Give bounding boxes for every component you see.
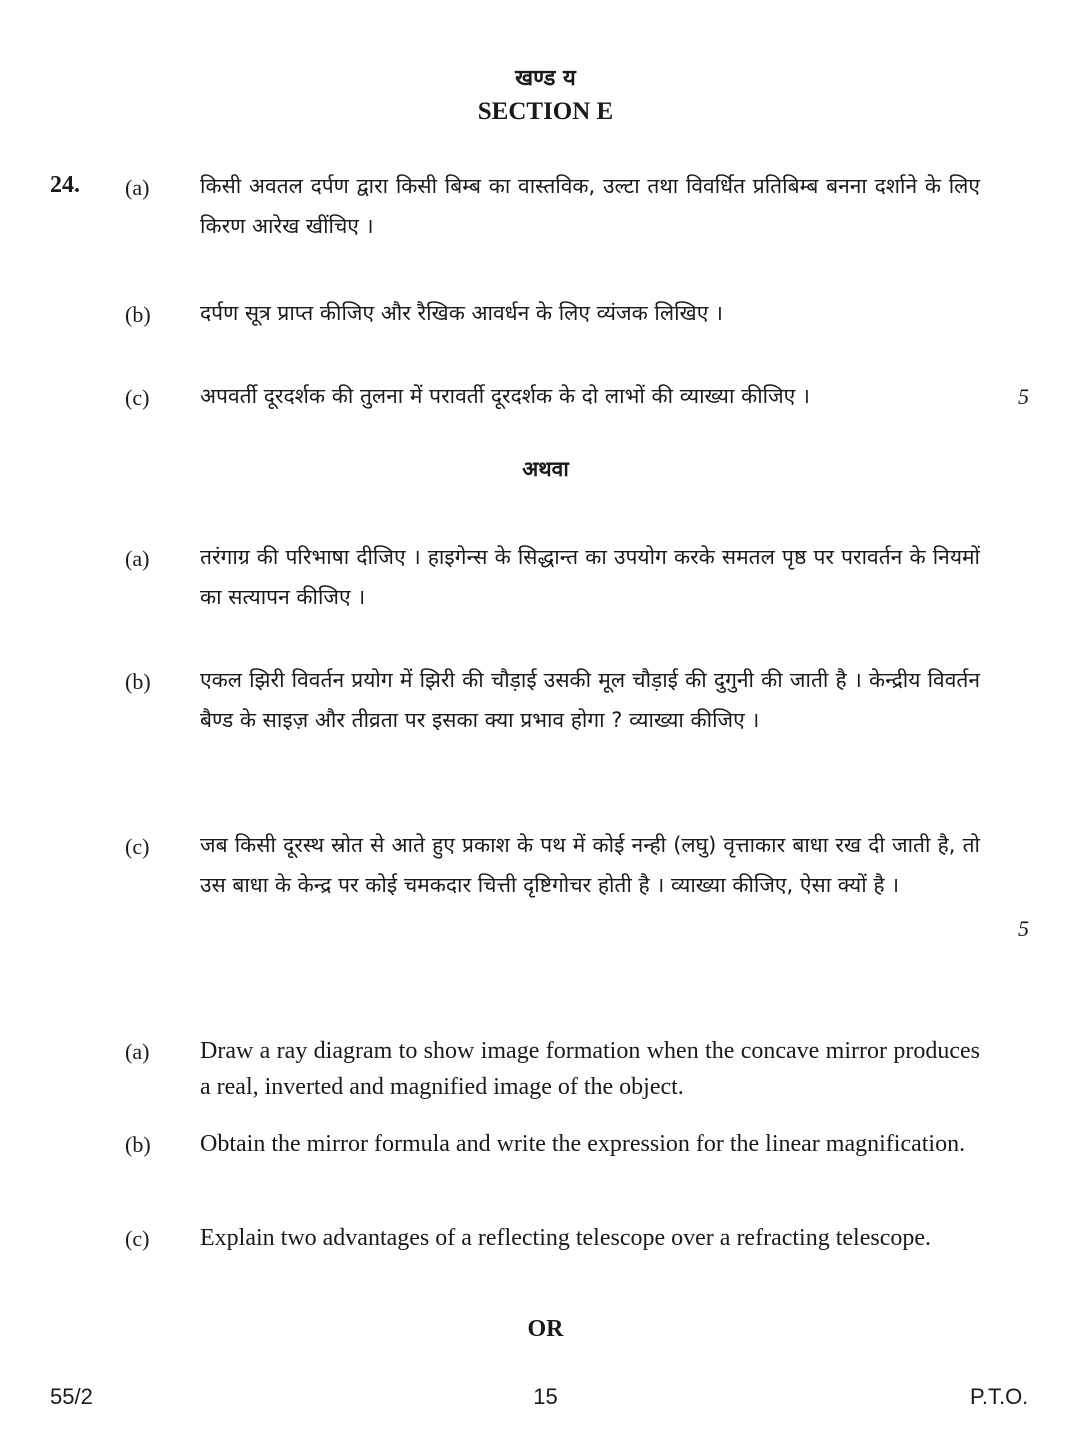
footer-pto: P.T.O. <box>970 1384 1029 1409</box>
hindi-alt-c-label: (c) <box>125 834 150 859</box>
hindi-main-b-label: (b) <box>125 302 151 327</box>
hindi-alt-marks: 5 <box>1018 916 1029 941</box>
hindi-main-c-label: (c) <box>125 385 150 410</box>
english-main-c-label: (c) <box>125 1226 150 1251</box>
hindi-alt-a-label: (a) <box>125 546 150 571</box>
question-number: 24. <box>50 172 80 198</box>
hindi-main-marks: 5 <box>1018 384 1029 409</box>
english-main-a-label: (a) <box>125 1039 150 1064</box>
english-main-a-text: Draw a ray diagram to show image formation when the concave mirror produces a real, inverted and magnified image of the object. <box>200 1038 980 1100</box>
or-hindi: अथवा <box>522 457 569 481</box>
footer-paper-code: 55/2 <box>50 1384 93 1409</box>
hindi-main-a-text: किसी अवतल दर्पण द्वारा किसी बिम्ब का वास्तविक, उल्टा तथा विवर्धित प्रतिबिम्ब बनना दर्शाने के लिए किरण आरेख खींचिए । <box>200 174 980 238</box>
hindi-main-b-text: दर्पण सूत्र प्राप्त कीजिए और रैखिक आवर्धन के लिए व्यंजक लिखिए । <box>200 301 723 325</box>
hindi-main-a-label: (a) <box>125 175 150 200</box>
hindi-alt-b-label: (b) <box>125 669 151 694</box>
hindi-alt-c-text: जब किसी दूरस्थ स्रोत से आते हुए प्रकाश के पथ में कोई नन्ही (लघु) वृत्ताकार बाधा रख दी जाती है, तो उस बाधा के केन्द्र पर कोई चमकदार चित्ती दृष्टिगोचर होती है । व्याख्या कीजिए, ऐसा क्यों है । <box>200 833 980 897</box>
english-main-b-text: Obtain the mirror formula and write the expression for the linear magnification. <box>200 1131 966 1157</box>
or-english: OR <box>527 1316 564 1342</box>
hindi-alt-b-text: एकल झिरी विवर्तन प्रयोग में झिरी की चौड़ाई उसकी मूल चौड़ाई की दुगुनी की जाती है । केन्द्रीय विवर्तन बैण्ड के साइज़ और तीव्रता पर इसका क्या प्रभाव होगा ? व्याख्या कीजिए । <box>200 668 980 732</box>
section-title-english: SECTION E <box>477 98 614 125</box>
hindi-main-c-text: अपवर्ती दूरदर्शक की तुलना में परावर्ती दूरदर्शक के दो लाभों की व्याख्या कीजिए । <box>200 384 810 408</box>
footer-page-number: 15 <box>533 1384 558 1409</box>
english-main-b-label: (b) <box>125 1132 151 1157</box>
hindi-alt-a-text: तरंगाग्र की परिभाषा दीजिए । हाइगेन्स के सिद्धान्त का उपयोग करके समतल पृष्ठ पर परावर्तन के नियमों का सत्यापन कीजिए । <box>200 545 980 609</box>
section-title-hindi: खण्ड य <box>515 66 576 91</box>
english-main-c-text: Explain two advantages of a reflecting telescope over a refracting telescope. <box>200 1225 931 1251</box>
